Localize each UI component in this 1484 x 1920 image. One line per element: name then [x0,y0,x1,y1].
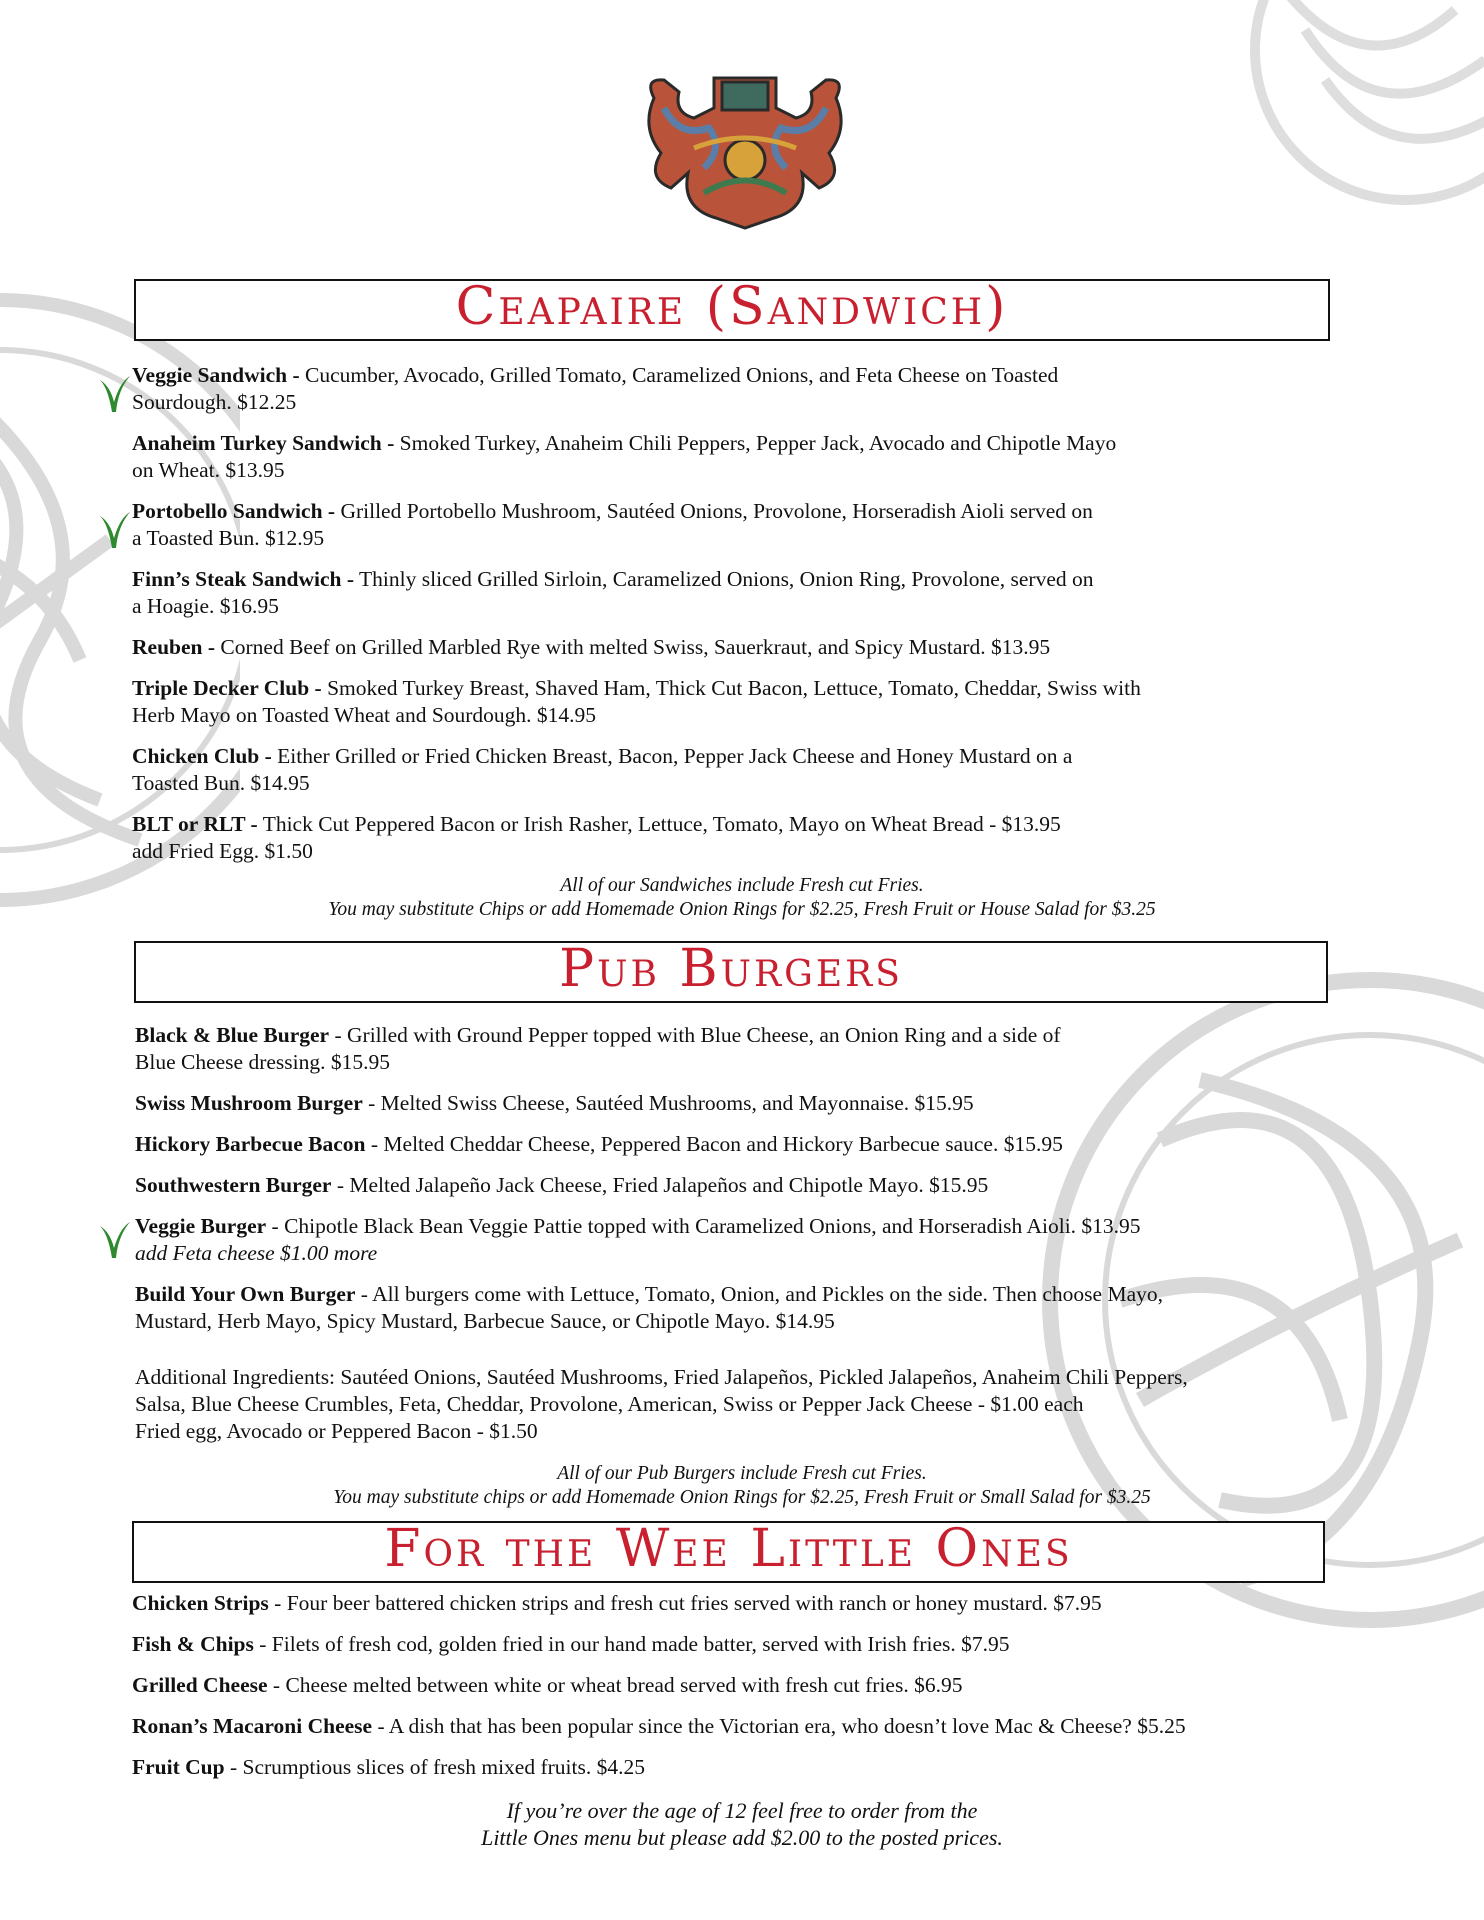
additional-line2: Salsa, Blue Cheese Crumbles, Feta, Cheddar, Provolone, American, Swiss or Pepper Jack Cheese - $1.00 each [135,1392,1084,1416]
menu-item [135,1172,1355,1199]
item-desc: - Scrumptious slices of fresh mixed fruits. $4.25 [224,1755,645,1779]
item-name: Veggie Burger [135,1214,267,1238]
item-name: Swiss Mushroom Burger [135,1091,363,1115]
item-name: Finn’s Steak Sandwich - [132,567,355,591]
item-addon: add Feta cheese $1.00 more [135,1241,378,1265]
item-desc: Grilled Portobello Mushroom, Sautéed Onions, Provolone, Horseradish Aioli served on [335,499,1093,523]
celtic-beast-logo [634,68,856,230]
section-title: Ceapaire (Sandwich) [455,277,1009,337]
veggie-leaf-icon [96,1218,132,1262]
burger-note-line2: You may substitute chips or add Homemade Onion Rings for $2.25, Fresh Fruit or Small Salad for $3.25 [333,1487,1151,1508]
menu-item [132,634,1352,661]
item-desc: Thinly sliced Grilled Sirloin, Caramelized Onions, Onion Ring, Provolone, served on [354,567,1094,591]
menu-item [132,1672,1352,1699]
item-desc: - A dish that has been popular since the Victorian era, who doesn’t love Mac & Cheese? $5.25 [372,1714,1186,1738]
item-desc: - Grilled with Ground Pepper topped with Blue Cheese, an Onion Ring and a side of [329,1023,1061,1047]
item-name: Triple Decker Club - [132,676,322,700]
item-desc-line2: on Wheat. $13.95 [132,458,285,482]
sandwich-note-line1: All of our Sandwiches include Fresh cut Fries. [560,875,924,896]
section-title: For the Wee Little Ones [384,1519,1073,1579]
item-name: Chicken Club - [132,744,272,768]
item-name: Grilled Cheese [132,1673,268,1697]
section-header-burgers [134,941,1328,1003]
menu-item [132,1754,1352,1781]
item-desc: - Chipotle Black Bean Veggie Pattie topped with Caramelized Onions, and Horseradish Aioli. $13.95 [266,1214,1141,1238]
item-desc: - Cheese melted between white or wheat bread served with fresh cut fries. $6.95 [267,1673,963,1697]
item-name: Veggie Sandwich - [132,363,300,387]
item-desc: Cucumber, Avocado, Grilled Tomato, Caramelized Onions, and Feta Cheese on Toasted [299,363,1059,387]
item-name: Ronan’s Macaroni Cheese [132,1714,373,1738]
menu-item [132,430,1352,484]
menu-item [135,1281,1355,1335]
item-desc-line2: Herb Mayo on Toasted Wheat and Sourdough. $14.95 [132,703,597,727]
menu-item [135,1090,1355,1117]
item-desc-line2: a Toasted Bun. $12.95 [132,526,325,550]
item-name: Portobello Sandwich - [132,499,336,523]
section-header-sandwich [134,279,1330,341]
menu-item [132,1713,1352,1740]
item-name: Build Your Own Burger [135,1282,356,1306]
menu-item [132,1631,1352,1658]
item-desc-line2: Sourdough. $12.25 [132,390,297,414]
item-desc-line2: Toasted Bun. $14.95 [132,771,310,795]
item-desc: - All burgers come with Lettuce, Tomato, Onion, and Pickles on the side. Then choose Mayo, [355,1282,1164,1306]
menu-item [132,362,1352,416]
item-name: BLT or RLT - [132,812,258,836]
menu-item [132,743,1352,797]
section-title: Pub Burgers [559,939,903,999]
item-name: Fruit Cup [132,1755,225,1779]
item-name: Fish & Chips [132,1632,254,1656]
item-desc: - Melted Cheddar Cheese, Peppered Bacon and Hickory Barbecue sauce. $15.95 [365,1132,1063,1156]
veggie-leaf-icon [96,372,132,416]
item-desc-line2: add Fried Egg. $1.50 [132,839,313,863]
item-desc: - Melted Swiss Cheese, Sautéed Mushrooms, and Mayonnaise. $15.95 [362,1091,974,1115]
item-desc-line2: a Hoagie. $16.95 [132,594,279,618]
item-name: Anaheim Turkey Sandwich - [132,431,395,455]
menu-item [132,1590,1352,1617]
item-name: Southwestern Burger [135,1173,332,1197]
item-name: Chicken Strips [132,1591,269,1615]
item-desc: Smoked Turkey, Anaheim Chili Peppers, Pepper Jack, Avocado and Chipotle Mayo [394,431,1117,455]
item-desc-line2: Mustard, Herb Mayo, Spicy Mustard, Barbecue Sauce, or Chipotle Mayo. $14.95 [135,1309,835,1333]
kids-note-line2: Little Ones menu but please add $2.00 to the posted prices. [481,1825,1003,1850]
celtic-knot-top-right-decoration [1205,0,1484,230]
additional-line1: Additional Ingredients: Sautéed Onions, Sautéed Mushrooms, Fried Jalapeños, Pickled Jalapeños, Anaheim Chili Peppers, [135,1365,1188,1389]
item-name: Black & Blue Burger [135,1023,330,1047]
item-desc: Corned Beef on Grilled Marbled Rye with melted Swiss, Sauerkraut, and Spicy Mustard. $13.95 [215,635,1051,659]
item-desc: Either Grilled or Fried Chicken Breast, Bacon, Pepper Jack Cheese and Honey Mustard on a [271,744,1073,768]
item-desc-line2: Blue Cheese dressing. $15.95 [135,1050,390,1074]
item-desc: - Filets of fresh cod, golden fried in our hand made batter, served with Irish fries. $7.95 [253,1632,1010,1656]
kids-note-line1: If you’re over the age of 12 feel free to order from the [506,1798,978,1823]
item-desc: Thick Cut Peppered Bacon or Irish Rasher, Lettuce, Tomato, Mayo on Wheat Bread - $13.95 [257,812,1061,836]
item-name: Hickory Barbecue Bacon [135,1132,366,1156]
menu-item [132,498,1352,552]
veggie-leaf-icon [96,508,132,552]
item-name: Reuben - [132,635,216,659]
burger-note-line1: All of our Pub Burgers include Fresh cut Fries. [557,1463,927,1484]
menu-item [132,566,1352,620]
sandwich-note-line2: You may substitute Chips or add Homemade Onion Rings for $2.25, Fresh Fruit or House Salad for $3.25 [328,899,1156,920]
menu-item [132,811,1352,865]
item-desc: - Melted Jalapeño Jack Cheese, Fried Jalapeños and Chipotle Mayo. $15.95 [331,1173,989,1197]
menu-item [135,1213,1355,1267]
menu-item [135,1131,1355,1158]
item-desc: - Four beer battered chicken strips and fresh cut fries served with ranch or honey mustard. $7.95 [268,1591,1102,1615]
menu-item [132,675,1352,729]
additional-line3: Fried egg, Avocado or Peppered Bacon - $1.50 [135,1419,538,1443]
additional-ingredients [135,1364,1355,1445]
section-header-kids [132,1521,1325,1583]
menu-item [135,1022,1355,1076]
item-desc: Smoked Turkey Breast, Shaved Ham, Thick Cut Bacon, Lettuce, Tomato, Cheddar, Swiss with [321,676,1141,700]
